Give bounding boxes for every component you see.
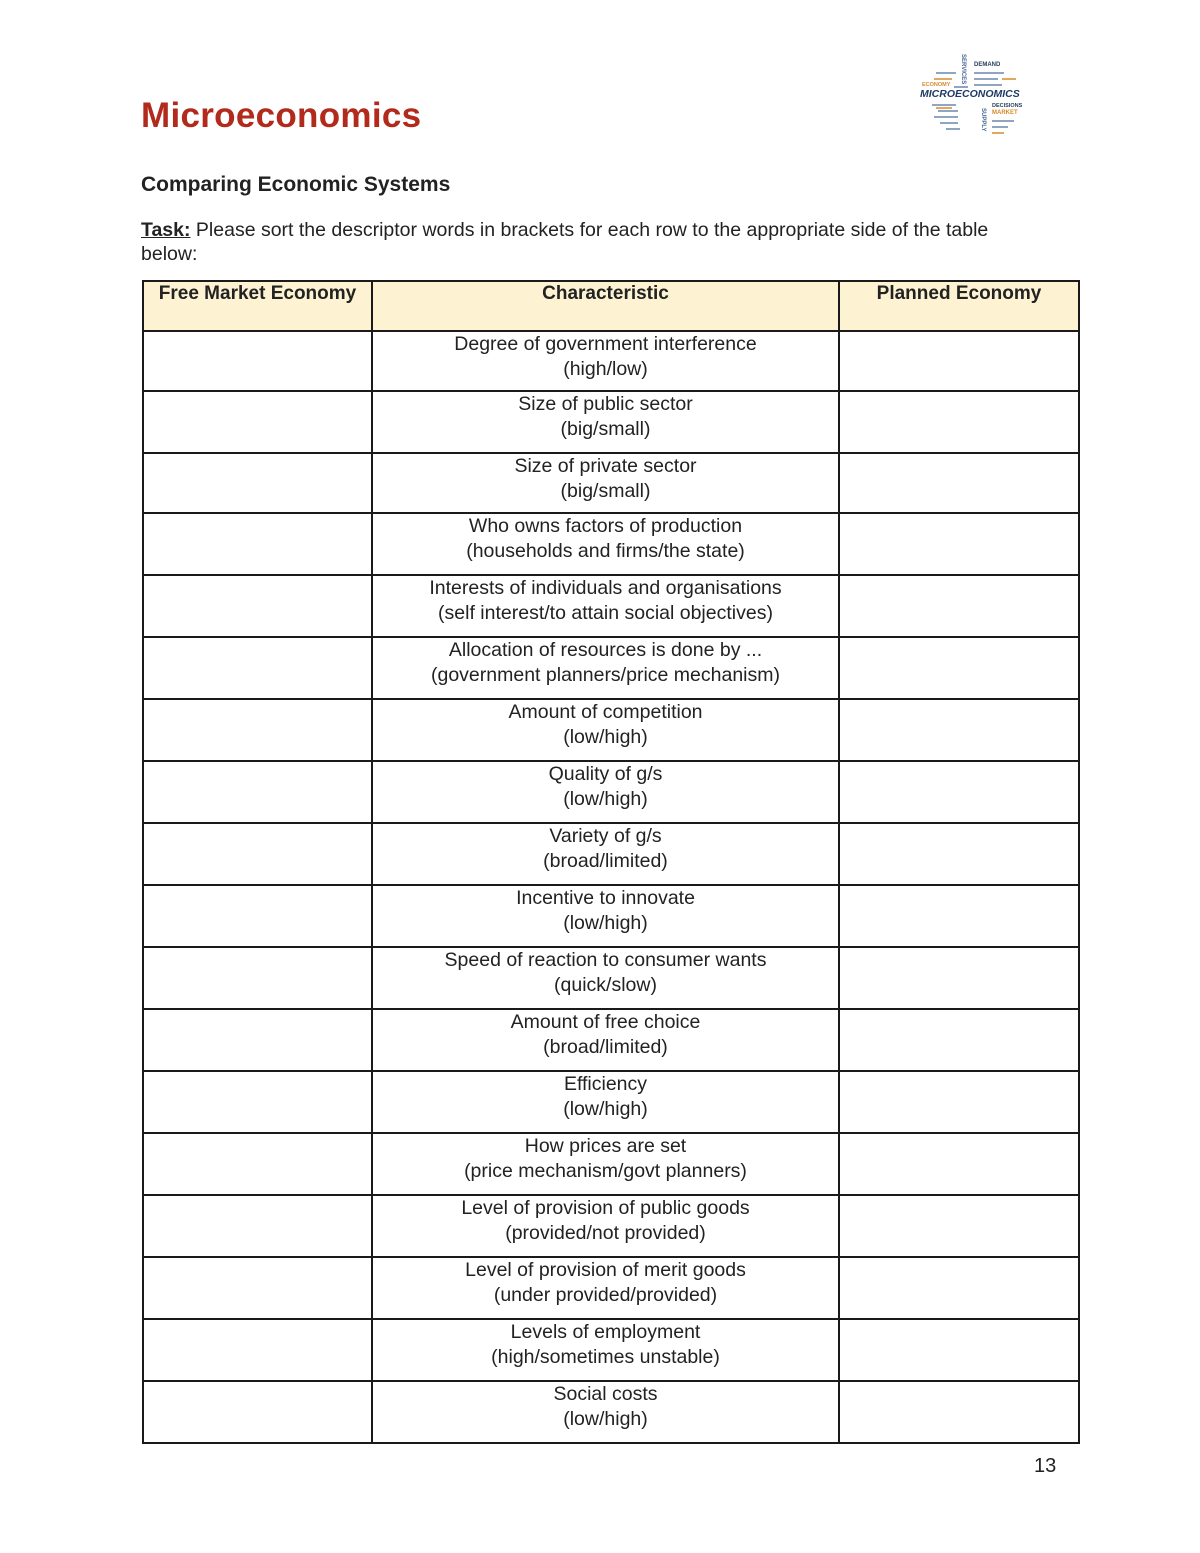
characteristic-label: Allocation of resources is done by ... <box>448 639 763 661</box>
characteristic-cell <box>372 1257 839 1319</box>
characteristic-cell <box>372 1009 839 1071</box>
characteristic-label: Efficiency <box>563 1073 648 1095</box>
free-market-answer-cell[interactable] <box>143 1319 372 1381</box>
characteristic-options: (households and firms/the state) <box>466 540 745 562</box>
characteristic-cell <box>372 823 839 885</box>
table-row <box>143 1133 1079 1195</box>
header-characteristic: Characteristic <box>372 281 839 331</box>
characteristic-label: Levels of employment <box>510 1321 701 1343</box>
characteristic-label: Amount of competition <box>508 701 703 723</box>
planned-economy-answer-cell[interactable] <box>839 699 1079 761</box>
free-market-answer-cell[interactable] <box>143 637 372 699</box>
free-market-answer-cell[interactable] <box>143 1133 372 1195</box>
characteristic-label: Level of provision of public goods <box>461 1197 750 1219</box>
free-market-answer-cell[interactable] <box>143 699 372 761</box>
table-row <box>143 391 1079 453</box>
characteristic-label: Amount of free choice <box>510 1011 701 1033</box>
characteristic-cell <box>372 947 839 1009</box>
characteristic-label: Incentive to innovate <box>516 887 695 909</box>
section-heading: Comparing Economic Systems <box>141 173 451 196</box>
characteristic-label: Degree of government interference <box>454 333 757 355</box>
planned-economy-answer-cell[interactable] <box>839 1381 1079 1443</box>
logo-word: MICROECONOMICS <box>920 88 1020 100</box>
free-market-answer-cell[interactable] <box>143 885 372 947</box>
planned-economy-answer-cell[interactable] <box>839 761 1079 823</box>
table-row <box>143 699 1079 761</box>
characteristic-cell <box>372 513 839 575</box>
characteristic-cell <box>372 1133 839 1195</box>
table-row <box>143 1319 1079 1381</box>
characteristic-cell <box>372 331 839 391</box>
table-row <box>143 885 1079 947</box>
planned-economy-answer-cell[interactable] <box>839 575 1079 637</box>
characteristic-cell <box>372 575 839 637</box>
logo-word: DECISIONS <box>992 103 1023 109</box>
characteristic-options: (low/high) <box>563 1098 648 1120</box>
characteristic-label: Variety of g/s <box>549 825 662 847</box>
free-market-answer-cell[interactable] <box>143 1257 372 1319</box>
table-row <box>143 575 1079 637</box>
microeconomics-word-cloud-logo <box>912 48 1042 148</box>
characteristic-cell <box>372 885 839 947</box>
characteristic-label: Who owns factors of production <box>468 515 743 537</box>
characteristic-options: (big/small) <box>560 418 651 440</box>
economic-systems-table <box>142 280 1080 1444</box>
characteristic-options: (government planners/price mechanism) <box>431 664 780 686</box>
table-row <box>143 637 1079 699</box>
characteristic-label: Size of public sector <box>518 393 693 415</box>
planned-economy-answer-cell[interactable] <box>839 391 1079 453</box>
table-row <box>143 513 1079 575</box>
table-row <box>143 1071 1079 1133</box>
planned-economy-answer-cell[interactable] <box>839 331 1079 391</box>
characteristic-cell <box>372 391 839 453</box>
free-market-answer-cell[interactable] <box>143 331 372 391</box>
logo-word: DEMAND <box>974 62 1001 68</box>
characteristic-label: How prices are set <box>524 1135 687 1157</box>
logo-word: SERVICES <box>960 54 966 85</box>
free-market-answer-cell[interactable] <box>143 1009 372 1071</box>
characteristic-label: Level of provision of merit goods <box>465 1259 746 1281</box>
characteristic-cell <box>372 1381 839 1443</box>
free-market-answer-cell[interactable] <box>143 947 372 1009</box>
header-free-market: Free Market Economy <box>143 281 372 331</box>
characteristic-label: Speed of reaction to consumer wants <box>444 949 767 971</box>
characteristic-options: (low/high) <box>563 726 648 748</box>
free-market-answer-cell[interactable] <box>143 823 372 885</box>
table-row <box>143 823 1079 885</box>
planned-economy-answer-cell[interactable] <box>839 1319 1079 1381</box>
characteristic-label: Quality of g/s <box>548 763 663 785</box>
task-label: Task: <box>141 219 191 241</box>
characteristic-options: (quick/slow) <box>554 974 657 996</box>
header-planned-economy: Planned Economy <box>839 281 1079 331</box>
characteristic-cell <box>372 1319 839 1381</box>
table-row <box>143 947 1079 1009</box>
table-row <box>143 453 1079 513</box>
characteristic-options: (broad/limited) <box>543 1036 668 1058</box>
characteristic-cell <box>372 699 839 761</box>
planned-economy-answer-cell[interactable] <box>839 513 1079 575</box>
planned-economy-answer-cell[interactable] <box>839 823 1079 885</box>
free-market-answer-cell[interactable] <box>143 1195 372 1257</box>
free-market-answer-cell[interactable] <box>143 453 372 513</box>
characteristic-cell <box>372 761 839 823</box>
planned-economy-answer-cell[interactable] <box>839 1133 1079 1195</box>
logo-word: SUPPLY <box>980 108 986 132</box>
table-row <box>143 1381 1079 1443</box>
free-market-answer-cell[interactable] <box>143 1071 372 1133</box>
free-market-answer-cell[interactable] <box>143 761 372 823</box>
characteristic-options: (broad/limited) <box>543 850 668 872</box>
table-row <box>143 331 1079 391</box>
task-text: Please sort the descriptor words in brackets for each row to the appropriate side of the table below: <box>141 219 989 265</box>
table-row <box>143 1257 1079 1319</box>
planned-economy-answer-cell[interactable] <box>839 1071 1079 1133</box>
planned-economy-answer-cell[interactable] <box>839 947 1079 1009</box>
planned-economy-answer-cell[interactable] <box>839 637 1079 699</box>
characteristic-options: (provided/not provided) <box>505 1222 706 1244</box>
characteristic-cell <box>372 637 839 699</box>
planned-economy-answer-cell[interactable] <box>839 1195 1079 1257</box>
free-market-answer-cell[interactable] <box>143 575 372 637</box>
planned-economy-answer-cell[interactable] <box>839 1009 1079 1071</box>
characteristic-options: (low/high) <box>563 1408 648 1430</box>
characteristic-options: (high/sometimes unstable) <box>491 1346 720 1368</box>
characteristic-options: (big/small) <box>560 480 651 502</box>
characteristic-label: Size of private sector <box>514 455 697 477</box>
table-row <box>143 1195 1079 1257</box>
logo-word: MARKET <box>992 110 1018 116</box>
free-market-answer-cell[interactable] <box>143 1381 372 1443</box>
table-row <box>143 761 1079 823</box>
characteristic-cell <box>372 1195 839 1257</box>
logo-word: ECONOMY <box>922 82 951 88</box>
characteristic-cell <box>372 453 839 513</box>
characteristic-label: Interests of individuals and organisations <box>429 577 782 599</box>
characteristic-options: (self interest/to attain social objectives) <box>438 602 773 624</box>
page-title: Microeconomics <box>141 96 422 135</box>
characteristic-options: (low/high) <box>563 912 648 934</box>
characteristic-options: (under provided/provided) <box>493 1284 718 1306</box>
free-market-answer-cell[interactable] <box>143 391 372 453</box>
characteristic-cell <box>372 1071 839 1133</box>
page-number: 13 <box>1034 1455 1057 1477</box>
table-row <box>143 1009 1079 1071</box>
planned-economy-answer-cell[interactable] <box>839 885 1079 947</box>
characteristic-options: (high/low) <box>563 358 648 380</box>
characteristic-options: (low/high) <box>563 788 648 810</box>
task-instructions <box>141 218 1041 266</box>
planned-economy-answer-cell[interactable] <box>839 453 1079 513</box>
characteristic-options: (price mechanism/govt planners) <box>464 1160 747 1182</box>
free-market-answer-cell[interactable] <box>143 513 372 575</box>
characteristic-label: Social costs <box>553 1383 658 1405</box>
planned-economy-answer-cell[interactable] <box>839 1257 1079 1319</box>
